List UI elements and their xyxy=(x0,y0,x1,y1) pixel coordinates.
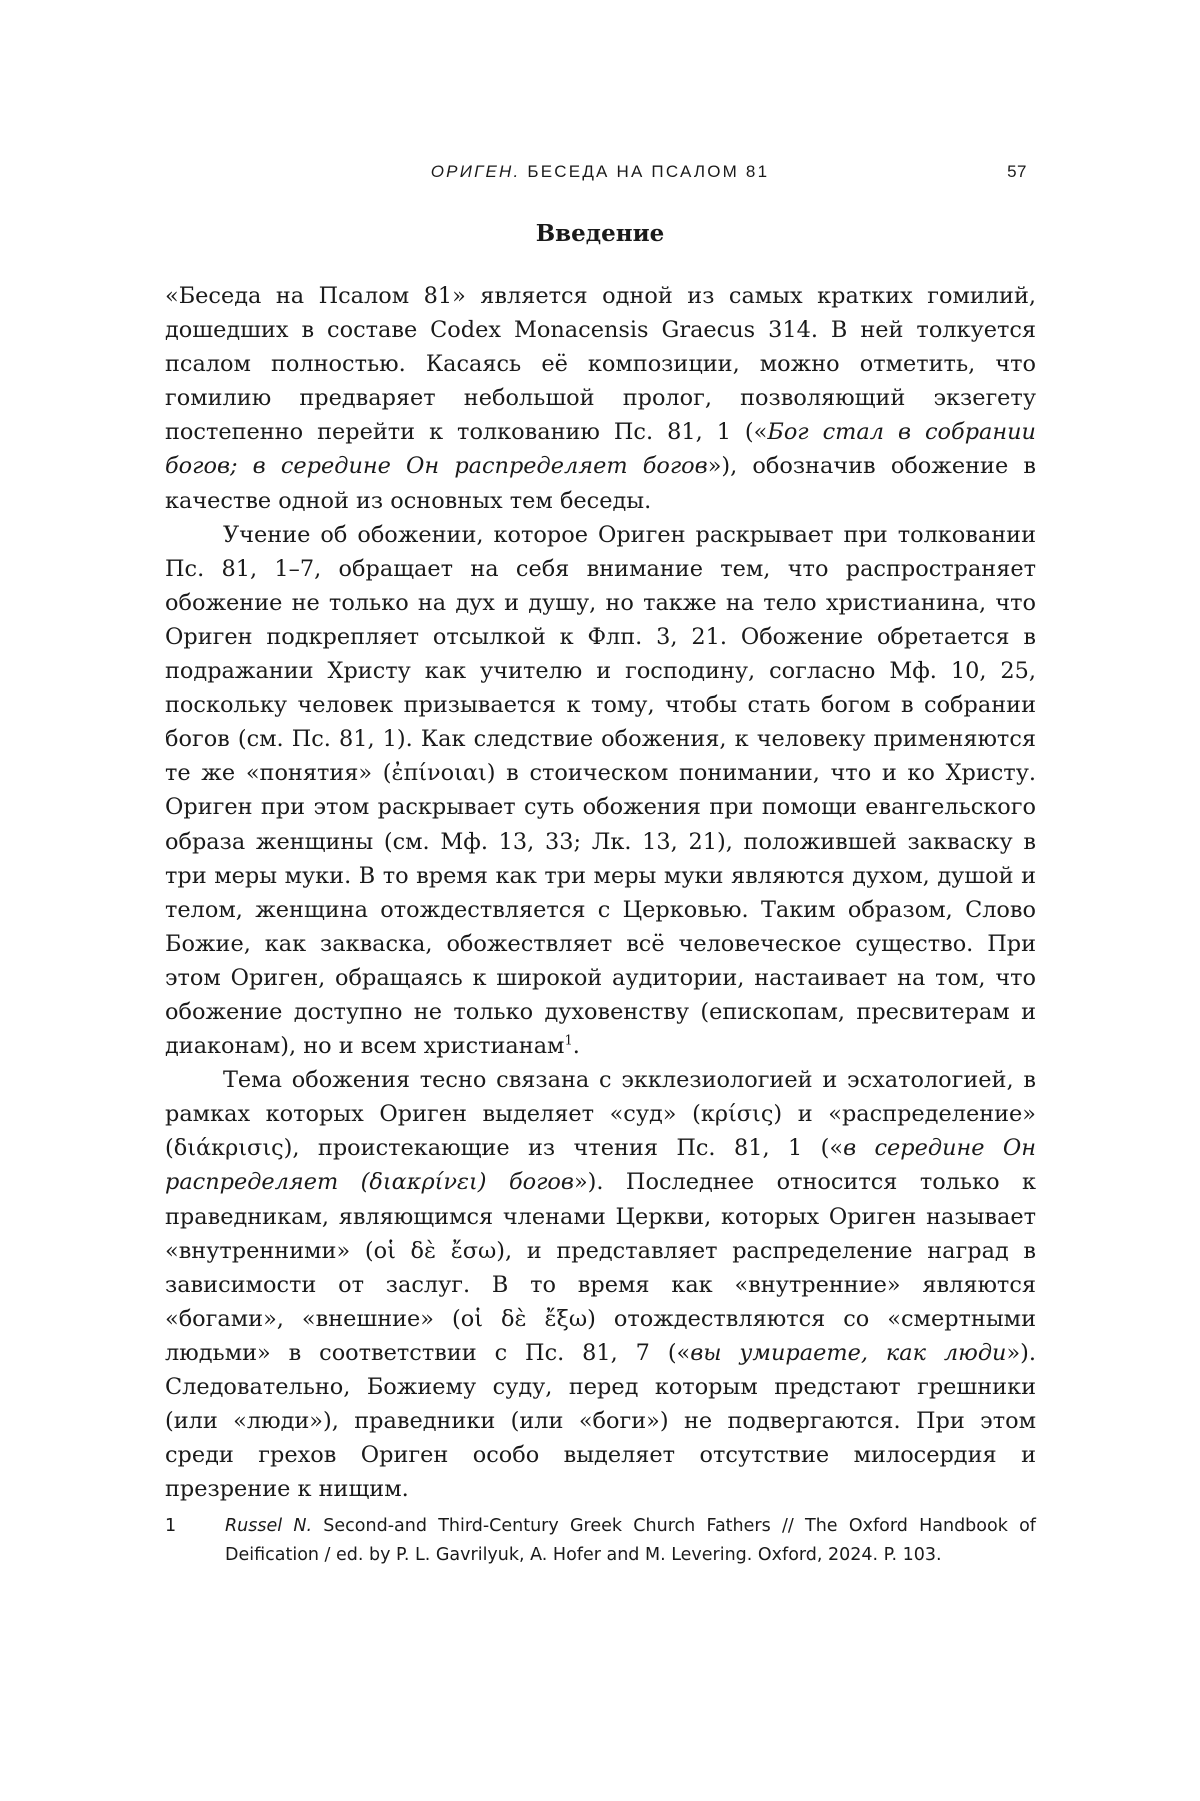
body-text xyxy=(165,279,1036,1506)
paragraph-3-quote-2: вы умираете, как люди xyxy=(690,1339,1007,1366)
paragraph-1-text: «Беседа на Псалом 81» является одной из самых кратких гомилий, дошедших в составе Codex Monacensis Graecus 314. В ней толкуется псалом полностью. Касаясь её композиции, можно отметить, что гомилию предваряет небольшой пролог, позволяющий экзегету постепенно перейти к толкованию Пс. 81, 1 (« xyxy=(165,283,1036,446)
paragraph-2 xyxy=(165,518,1036,1064)
footnote-number: 1 xyxy=(165,1516,177,1536)
running-title-text: БЕСЕДА НА ПСАЛОМ 81 xyxy=(527,162,770,181)
paragraph-1 xyxy=(165,279,1036,518)
paragraph-1-text-end: »), обозначив обожение в качестве одной из основных тем беседы. xyxy=(165,453,1036,514)
footnote-text xyxy=(225,1512,1036,1570)
paragraph-2-text-end: . xyxy=(572,1033,580,1060)
footnote-citation: Second-and Third-Century Greek Church Fathers // The Oxford Handbook of Deification / ed. by P. L. Gavrilyuk, A. Hofer and M. Levering. Oxford, 2024. P. 103. xyxy=(225,1516,1036,1565)
footnote xyxy=(165,1512,1036,1570)
footnote-reference[interactable]: 1 xyxy=(564,1033,573,1049)
paragraph-1-quote: Бог стал в собрании богов; в середине Он распределяет богов xyxy=(165,419,1036,480)
paragraph-2-text: Учение об обожении, которое Ориген раскрывает при толковании Пс. 81, 1–7, обращает на себя внимание тем, что распространяет обожение не только на дух и душу, но также на тело христианина, что Ориген подкрепляет отсылкой к Флп. 3, 21. Обожение обретается в подражании Христу как учителю и господину, согласно Мф. 10, 25, поскольку человек призывается к тому, чтобы стать богом в собрании богов (см. Пс. 81, 1). Как следствие обожения, к человеку применяются те же «понятия» (ἐπίνοιαι) в стоическом понимании, что и ко Христу. Ориген при этом раскрывает суть обожения при помощи евангельского образа женщины (см. Мф. 13, 33; Лк. 13, 21), положившей закваску в три меры муки. В то время как три меры муки являются духом, душой и телом, женщина отождествляется с Церковью. Таким образом, Слово Божие, как закваска, обожествляет всё человеческое существо. При этом Ориген, обращаясь к широкой аудитории, настаивает на том, что обожение доступно не только духовенству (епископам, пресвитерам и диаконам), но и всем христианам xyxy=(165,521,1036,1060)
paragraph-3 xyxy=(165,1063,1036,1506)
paragraph-3-quote-1: в середине Он распределяет (διακρίνει) богов xyxy=(165,1135,1037,1196)
paragraph-3-text-end: »). Следовательно, Божиему суду, перед которым предстают грешники (или «люди»), праведники (или «боги») не подвергаются. При этом среди грехов Ориген особо выделяет отсутствие милосердия и презрение к нищим. xyxy=(165,1339,1036,1503)
running-title-author: ОРИГЕН. xyxy=(430,162,521,181)
page-number: 57 xyxy=(1007,162,1027,181)
running-head xyxy=(0,162,1200,192)
paragraph-3-text: Тема обожения тесно связана с экклезиологией и эсхатологией, в рамках которых Ориген выделяет «суд» (κρίσις) и «распределение» (διάκρισις), проистекающие из чтения Пс. 81, 1 (« xyxy=(165,1067,1036,1162)
footnote-author: Russel N. xyxy=(225,1516,313,1536)
section-title: Введение xyxy=(535,220,665,247)
paragraph-3-text-mid: »). Последнее относится только к праведникам, являющимся членами Церкви, которых Ориген называет «внутренними» (οἱ δὲ ἔσω), и представляет распределение наград в зависимости от заслуг. В то время как «внутренние» являются «богами», «внешние» (οἱ δὲ ἔξω) отождествляются со «смертными людьми» в соответствии с Пс. 81, 7 (« xyxy=(165,1169,1036,1366)
